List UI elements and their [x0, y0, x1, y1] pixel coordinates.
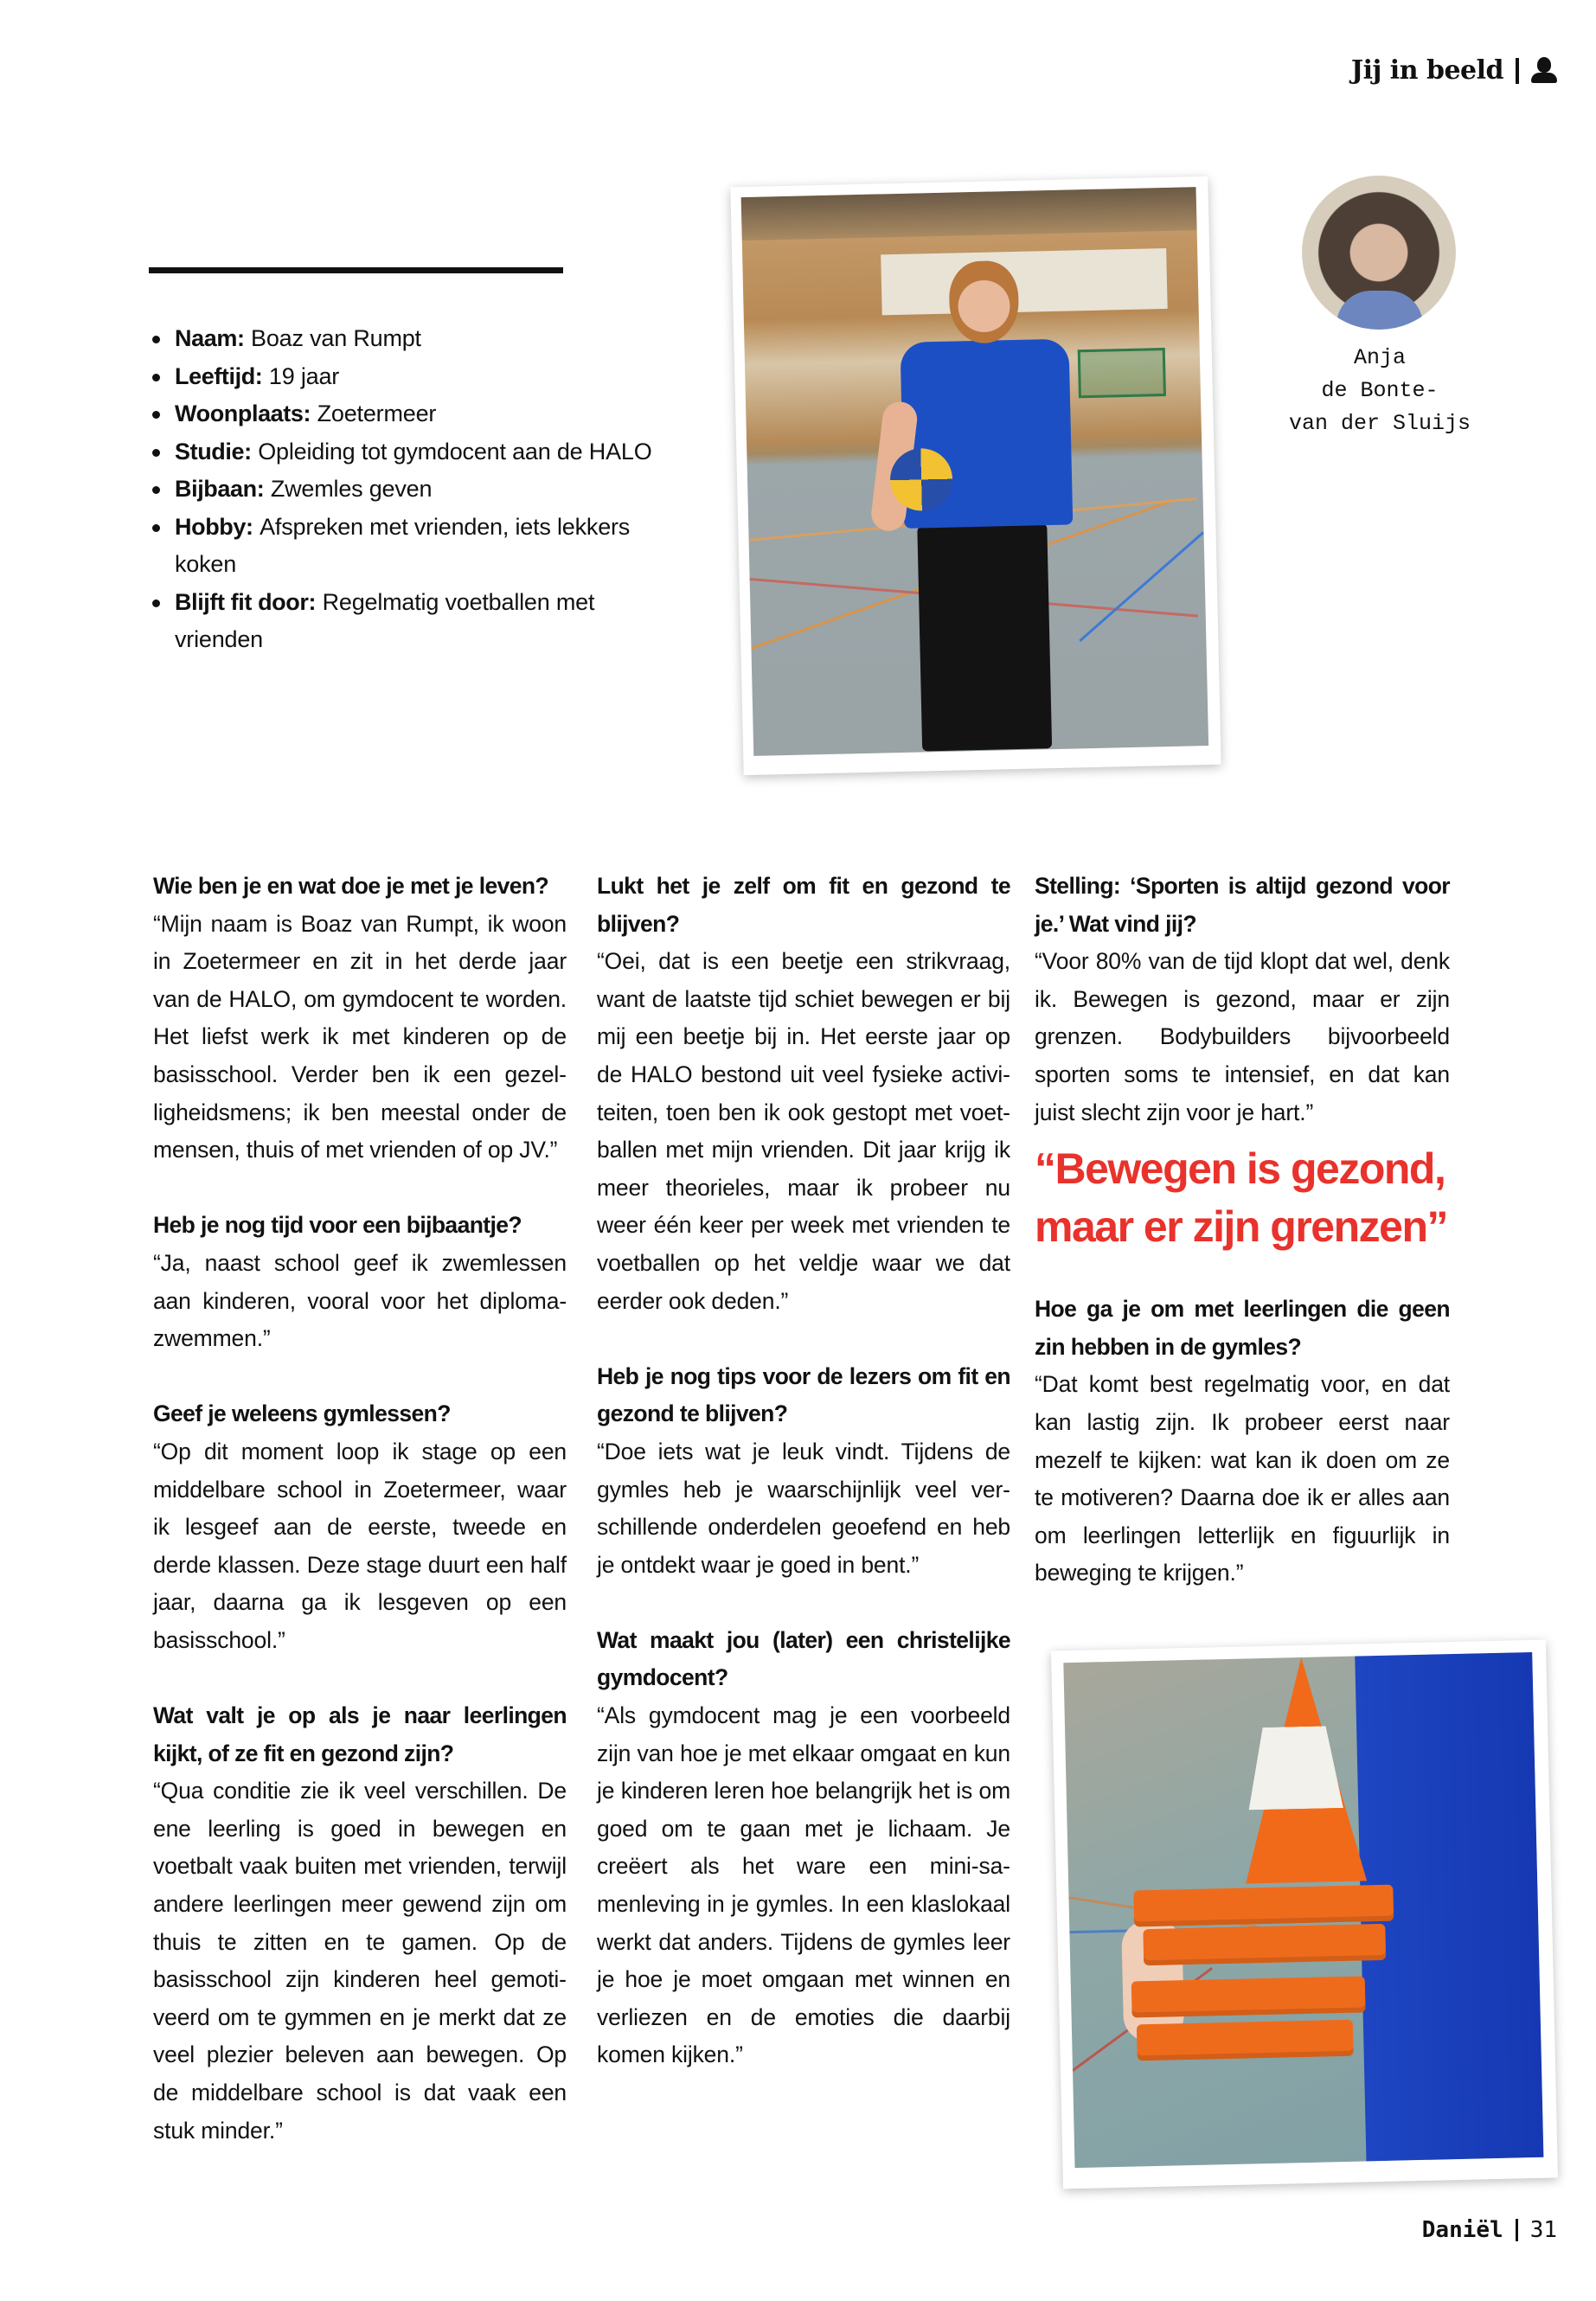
footer-divider: [1516, 2219, 1518, 2241]
fact-item: [149, 320, 668, 358]
fact-item: [149, 509, 633, 584]
fact-item: [149, 395, 668, 433]
author-name: [1246, 342, 1514, 440]
author-avatar: [1302, 176, 1456, 330]
fact-label: Blijft fit door:: [175, 588, 317, 615]
main-photo: [730, 176, 1221, 775]
fact-item: [149, 584, 633, 659]
interview-answer: “Mijn naam is Boaz van Rumpt, ik woon in Zoetermeer en zit in het derde jaar van de HALO, om gymdocent te worden. Het liefst werk ik met kinderen op de basisschool. Verder ben ik een gezelligheidsmens; ik ben meestal onder de mensen, thuis of met vrienden of op JV.”: [153, 910, 567, 1163]
fact-label: Woonplaats:: [175, 401, 311, 426]
fact-item: [149, 471, 668, 509]
pull-quote-line: “Bewegen is gezond,: [1035, 1144, 1445, 1194]
article-column-3: [1035, 868, 1450, 1593]
cone-photo: [1051, 1640, 1558, 2189]
interview-question: Lukt het je zelf om fit en gezond te blijven?: [597, 873, 1010, 937]
fact-value: Regelmatig voetballen met vrienden: [175, 588, 595, 652]
author-name-line: de Bonte-: [1321, 378, 1439, 403]
author-name-line: van der Sluijs: [1288, 411, 1471, 436]
photo-image: [1063, 1652, 1543, 2168]
fact-value: Boaz van Rumpt: [251, 325, 421, 351]
interview-answer: “Doe iets wat je leuk vindt. Tijdens de gymles heb je waarschijnlijk veel verschillende onderdelen geoefend en heb je ontdekt waar je goed in bent.”: [597, 1438, 1010, 1578]
fact-label: Naam:: [175, 325, 245, 351]
interview-question: Wat maakt jou (later) een christelijke gymdocent?: [597, 1626, 1010, 1691]
page-number: 31: [1529, 2217, 1557, 2243]
profile-facts-list: [149, 320, 668, 659]
section-header: [1351, 55, 1557, 86]
pull-quote: [1035, 1140, 1450, 1256]
fact-label: Bijbaan:: [175, 476, 265, 502]
section-rule: [149, 267, 563, 273]
interview-answer: “Ja, naast school geef ik zwemlessen aan kinderen, vooral voor het diploma-zwemmen.”: [153, 1249, 567, 1352]
fact-value: Opleiding tot gymdocent aan de HALO: [258, 438, 652, 465]
interview-question: Wie ben je en wat doe je met je leven?: [153, 873, 549, 899]
interview-answer: “Qua conditie zie ik veel verschillen. De ene leerling is goed in bewegen en voetbalt vaak buiten met vrienden, terwijl andere leerlingen meer gewend zijn om thuis te zitten en te gamen. Op de basisschool zijn kinderen heel gemotiveerd om te gymmen en je merkt dat ze veel plezier beleven aan bewegen. Op de middelbare school is dat vaak een stuk minder.”: [153, 1778, 567, 2144]
fact-value: Afspreken met vrienden, iets lekkers koken: [175, 513, 631, 577]
interview-answer: “Oei, dat is een beetje een strikvraag, want de laatste tijd schiet bewegen er bij mij een beetje bij in. Het eerste jaar op de HALO bestond uit veel fysieke activiteiten, toen ben ik ook gestopt met voetballen met mijn vrienden. Dit jaar krijg ik meer theorieles, maar ik probeer nu weer één keer per week met vrienden te voetballen op het veldje waar we dat eerder ook deden.”: [597, 948, 1010, 1314]
interview-question: Stelling: ‘Sporten is altijd gezond voor je.’ Wat vind jij?: [1035, 873, 1450, 937]
interview-question: Wat valt je op als je naar leerlingen kijkt, of ze fit en gezond zijn?: [153, 1702, 567, 1766]
interview-question: Hoe ga je om met leerlingen die geen zin hebben in de gymles?: [1035, 1296, 1450, 1360]
interview-question: Geef je weleens gymlessen?: [153, 1400, 451, 1427]
interview-question: Heb je nog tips voor de lezers om fit en gezond te blijven?: [597, 1362, 1010, 1427]
interview-answer: “Als gymdocent mag je een voorbeeld zijn van hoe je met elkaar omgaat en kun je kinderen leren hoe belangrijk het is om goed om te gaan met je lichaam. Je creëert als het ware een mini-samenleving in je gymles. In een klaslokaal werkt dat anders. Tijdens de gymles leer je hoe je moet omgaan met winnen en verliezen en de emoties die daarbij komen kijken.”: [597, 1702, 1010, 2068]
fact-label: Hobby:: [175, 513, 253, 540]
interview-answer: “Voor 80% van de tijd klopt dat wel, denk ik. Bewegen is gezond, maar er zijn grenzen. Bodybuilders bijvoorbeeld sporten soms te intensief, en dat kan juist slecht zijn voor je hart.”: [1035, 948, 1450, 1125]
article-column-2: [597, 868, 1010, 2074]
page-footer: [1422, 2217, 1557, 2243]
person-icon: [1531, 57, 1557, 85]
author-name-line: Anja: [1353, 345, 1406, 370]
fact-value: Zoetermeer: [317, 401, 437, 426]
pull-quote-line: maar er zijn grenzen”: [1035, 1202, 1447, 1252]
section-title: Jij in beeld: [1350, 55, 1503, 86]
fact-item: [149, 433, 668, 471]
fact-value: 19 jaar: [268, 362, 340, 389]
fact-label: Studie:: [175, 438, 252, 465]
fact-label: Leeftijd:: [175, 362, 263, 389]
fact-item: [149, 358, 668, 396]
article-column-1: [153, 868, 567, 2150]
magazine-name: Daniël: [1421, 2217, 1503, 2243]
fact-value: Zwemles geven: [270, 476, 433, 502]
header-divider: [1516, 58, 1519, 84]
interview-question: Heb je nog tijd voor een bijbaantje?: [153, 1212, 522, 1239]
interview-answer: “Op dit moment loop ik stage op een middelbare school in Zoetermeer, waar ik lesgeef aan de eerste, tweede en derde klassen. Deze stage duurt een half jaar, daarna ga ik lesgeven op een basisschool.”: [153, 1438, 567, 1653]
interview-answer: “Dat komt best regelmatig voor, en dat kan lastig zijn. Ik probeer eerst naar mezelf te kijken: wat kan ik doen om ze te motiveren? Daarna doe ik er alles aan om leerlingen letterlijk en figuurlijk in beweging te krijgen.”: [1035, 1371, 1450, 1586]
photo-image: [741, 187, 1209, 756]
